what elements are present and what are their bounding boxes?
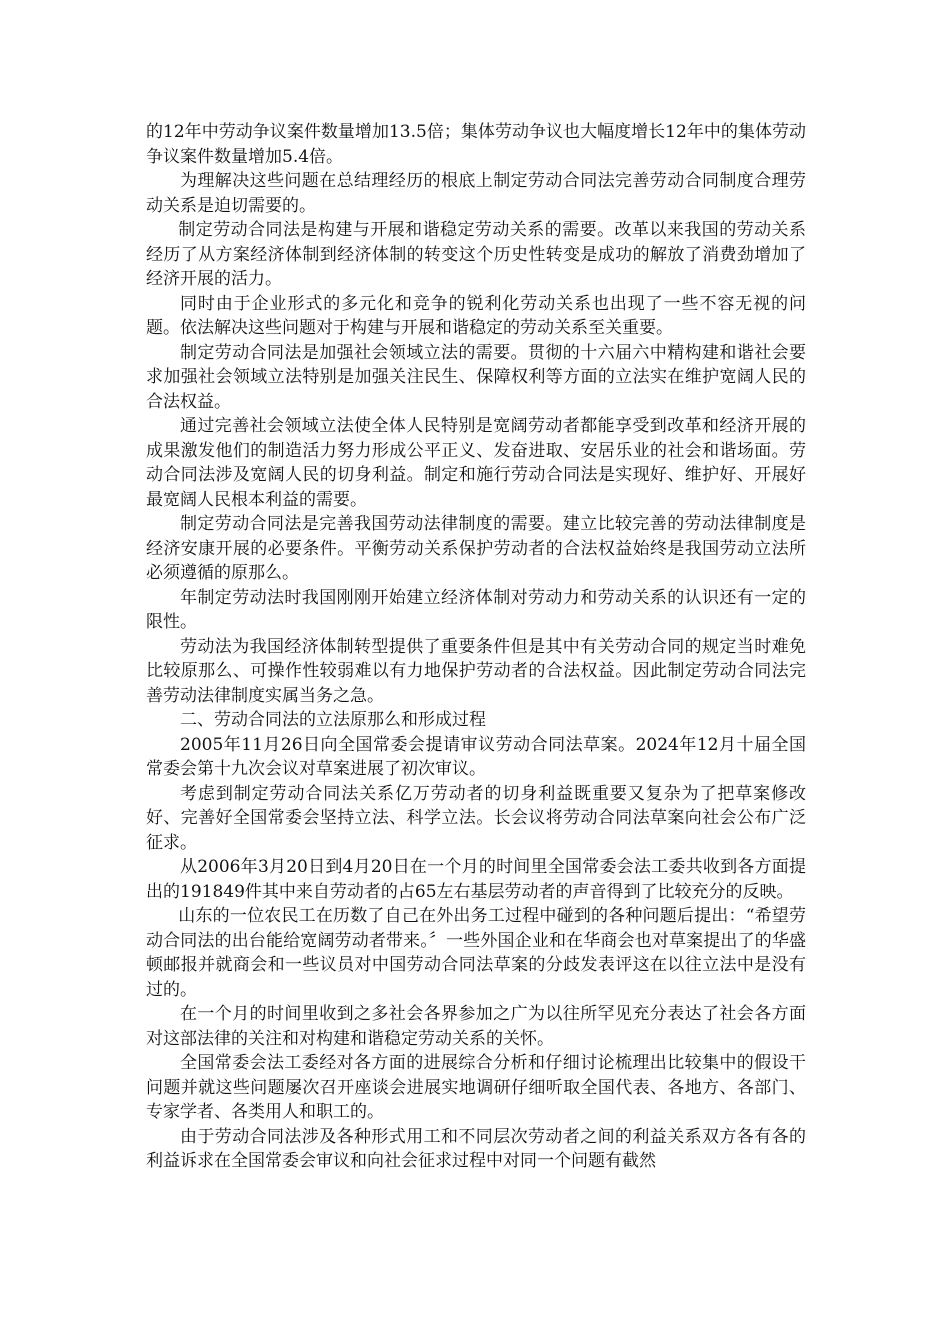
paragraph-13: 从2006年3月20日到4月20日在一个月的时间里全国常委会法工委共收到各方面提出的191849件其中来自劳动者的占65左右基层劳动者的声音得到了比较充分的反映。	[146, 857, 806, 902]
paragraph-15: 在一个月的时间里收到之多社会各界参加之广为以往所罕见充分表达了社会各方面对这部法律的关注和对构建和谐稳定劳动关系的关怀。	[146, 1004, 806, 1049]
paragraph-6: 通过完善社会领域立法使全体人民特别是宽阔劳动者都能享受到改革和经济开展的成果激发他们的制造活力努力形成公平正义、发奋进取、安居乐业的社会和谐场面。劳动合同法涉及宽阔人民的切身利益。制定和施行劳动合同法是实现好、维护好、开展好最宽阔人民根本利益的需要。	[146, 416, 806, 510]
paragraph-9: 劳动法为我国经济体制转型提供了重要条件但是其中有关劳动合同的规定当时难免比较原那么、可操作性较弱难以有力地保护劳动者的合法权益。因此制定劳动合同法完善劳动法律制度实属当务之急。	[146, 636, 806, 706]
document-body	[146, 120, 806, 1174]
paragraph-5: 制定劳动合同法是加强社会领域立法的需要。贯彻的十六届六中精构建和谐社会要求加强社会领域立法特别是加强关注民生、保障权利等方面的立法实在维护宽阔人民的合法权益。	[146, 342, 806, 412]
paragraph-8: 年制定劳动法时我国刚刚开始建立经济体制对劳动力和劳动关系的认识还有一定的限性。	[146, 587, 806, 632]
paragraph-7: 制定劳动合同法是完善我国劳动法律制度的需要。建立比较完善的劳动法律制度是经济安康开展的必要条件。平衡劳动关系保护劳动者的合法权益始终是我国劳动立法所必须遵循的原那么。	[146, 514, 806, 583]
paragraph-2: 为理解决这些问题在总结理经历的根底上制定劳动合同法完善劳动合同制度合理劳动关系是迫切需要的。	[146, 171, 806, 216]
paragraph-11: 2005年11月26日向全国常委会提请审议劳动合同法草案。2024年12月十届全国常委会第十九次会议对草案进展了初次审议。	[146, 734, 806, 779]
paragraph-1: 的12年中劳动争议案件数量增加13.5倍；集体劳动争议也大幅度增长12年中的集体劳动争议案件数量增加5.4倍。	[146, 122, 806, 167]
paragraph-14: 山东的一位农民工在历数了自己在外出务工过程中碰到的各种问题后提出：“希望劳动合同法的出台能给宽阔劳动者带来。〞一些外国企业和在华商会也对草案提出了的华盛顿邮报并就商会和一些议员对中国劳动合同法草案的分歧发表评这在以往立法中是没有过的。	[146, 906, 806, 1000]
paragraph-4: 同时由于企业形式的多元化和竞争的锐利化劳动关系也出现了一些不容无视的问题。依法解决这些问题对于构建与开展和谐稳定的劳动关系至关重要。	[146, 293, 806, 338]
section-heading: 二、劳动合同法的立法原那么和形成过程	[180, 710, 486, 730]
paragraph-3: 制定劳动合同法是构建与开展和谐稳定劳动关系的需要。改革以来我国的劳动关系经历了从方案经济体制到经济体制的转变这个历史性转变是成功的解放了消费劲增加了经济开展的活力。	[146, 220, 806, 289]
paragraph-16: 全国常委会法工委经对各方面的进展综合分析和仔细讨论梳理出比较集中的假设干问题并就这些问题屡次召开座谈会进展实地调研仔细听取全国代表、各地方、各部门、专家学者、各类用人和职工的。	[146, 1053, 806, 1122]
paragraph-17: 由于劳动合同法涉及各种形式用工和不同层次劳动者之间的利益关系双方各有各的利益诉求在全国常委会审议和向社会征求过程中对同一个问题有截然	[146, 1126, 806, 1171]
paragraph-12: 考虑到制定劳动合同法关系亿万劳动者的切身利益既重要又复杂为了把草案修改好、完善好全国常委会坚持立法、科学立法。长会议将劳动合同法草案向社会公布广泛征求。	[146, 783, 806, 853]
